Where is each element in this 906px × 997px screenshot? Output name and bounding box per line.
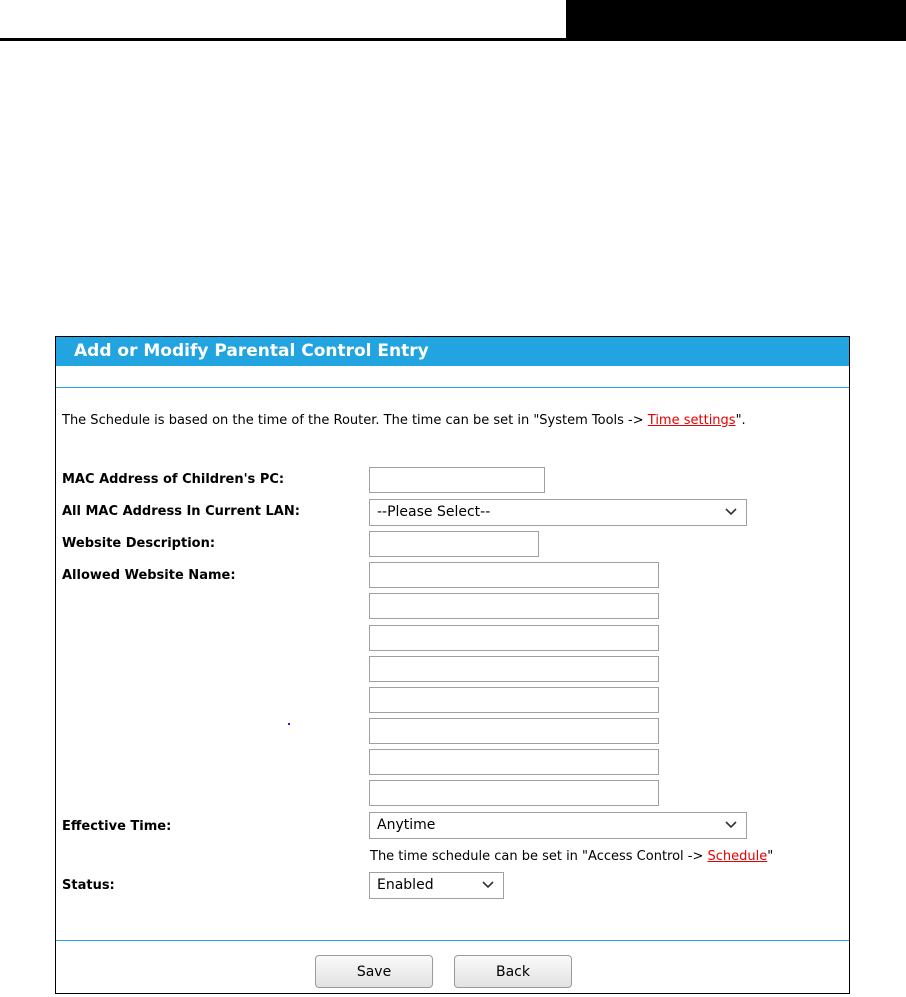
- effective-time-selected: Anytime: [377, 817, 436, 833]
- allowed-site-input-5[interactable]: [369, 687, 659, 713]
- panel-title: Add or Modify Parental Control Entry: [56, 337, 849, 366]
- allowed-site-input-7[interactable]: [369, 749, 659, 775]
- status-label: Status:: [62, 878, 115, 893]
- header-rule: [0, 38, 906, 41]
- chevron-down-icon: [482, 881, 494, 889]
- allowed-site-input-2[interactable]: [369, 593, 659, 619]
- allowed-site-input-1[interactable]: [369, 562, 659, 588]
- header-black-block: [566, 0, 906, 38]
- status-select[interactable]: [369, 872, 504, 899]
- stray-dot: [288, 723, 290, 725]
- schedule-hint-end: ": [767, 849, 774, 864]
- mac-children-input[interactable]: [369, 467, 545, 493]
- effective-time-label: Effective Time:: [62, 819, 172, 834]
- title-divider: [56, 387, 849, 388]
- all-mac-label: All MAC Address In Current LAN:: [62, 504, 300, 519]
- mac-children-label: MAC Address of Children's PC:: [62, 472, 285, 487]
- schedule-hint-text: The time schedule can be set in "Access Control ->: [370, 849, 708, 864]
- parental-control-panel: [55, 336, 850, 994]
- allowed-site-input-3[interactable]: [369, 625, 659, 651]
- back-button[interactable]: Back: [454, 955, 572, 988]
- effective-time-select[interactable]: [369, 812, 747, 839]
- chevron-down-icon: [725, 508, 737, 516]
- chevron-down-icon: [725, 821, 737, 829]
- schedule-link[interactable]: Schedule: [707, 849, 768, 864]
- allowed-site-input-4[interactable]: [369, 656, 659, 682]
- time-settings-link[interactable]: Time settings: [647, 413, 736, 428]
- schedule-note: [62, 413, 746, 428]
- schedule-hint: [370, 849, 773, 864]
- website-desc-label: Website Description:: [62, 536, 216, 551]
- schedule-note-end: ".: [735, 413, 746, 428]
- all-mac-selected: --Please Select--: [377, 504, 491, 520]
- footer-divider: [56, 940, 849, 941]
- save-button[interactable]: Save: [315, 955, 433, 988]
- allowed-sites-label: Allowed Website Name:: [62, 568, 236, 583]
- allowed-site-input-8[interactable]: [369, 780, 659, 806]
- schedule-note-text: The Schedule is based on the time of the Router. The time can be set in "System Tools ->: [62, 413, 648, 428]
- website-desc-input[interactable]: [369, 531, 539, 557]
- all-mac-select[interactable]: [369, 499, 747, 526]
- allowed-site-input-6[interactable]: [369, 718, 659, 744]
- status-selected: Enabled: [377, 877, 434, 893]
